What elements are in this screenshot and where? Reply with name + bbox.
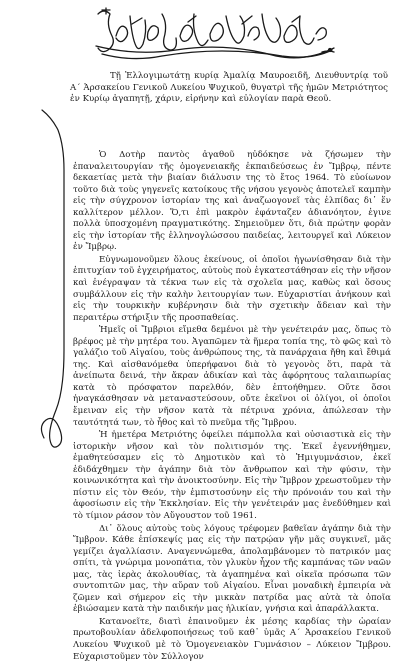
body-paragraph: Εὐγνωμονοῦμεν ὅλους ἐκείνους, οἱ ὁποῖοι ἠγωνίσθησαν διὰ τὴν ἐπιτυχίαν τοῦ ἐγχειρήματος, αὐτοὺς ποὺ ἐγκατεστάθησαν εἰς τὴν νῆσον καὶ ἐνέγραψαν τὰ τέκνα των εἰς τὰ σχολεῖα μας, καθὼς καὶ ὅσους συμβάλλουν εἰς τὴν καλὴν λειτουργίαν των. Εὐχαριστίαι ἀνήκουν καὶ εἰς τὴν τουρκικὴν κυβέρνησιν διὰ τὴν σχετικὴν ἄδειαν καὶ τὴν περαιτέρω στήριξιν τῆς προσπαθείας.	[73, 254, 391, 323]
body-paragraph: Δι᾽ ὅλους αὐτοὺς τοὺς λόγους τρέφομεν βαθεῖαν ἀγάπην διὰ τὴν Ἴμβρον. Κάθε ἐπίσκεψίς μας εἰς τὴν πατρῴαν γῆν μᾶς συγκινεῖ, μᾶς γεμίζει ἀγαλλίασιν. Αναγεννώμεθα, ἀπολαμβάνομεν τὸ πατρικόν μας σπίτι, τὰ γνώριμα μονοπάτια, τὸν γλυκὺν ἦχον τῆς καμπάνας τῶν ναῶν μας, τὰς ἱερὰς ἀκολουθίας, τὰ ἀγαπημένα καὶ οἰκεῖα πρόσωπα τῶν συντοπιτῶν μας, τὴν αὔραν τοῦ Αἰγαίου. Εἶναι μοναδικὴ ἐμπειρία νὰ ζῶμεν καὶ σήμερον εἰς τὴν μικκὰν πατρίδα μας αὐτὰ τὰ ὁποῖα ἐβιώσαμεν κατὰ τὴν παιδικήν μας ἡλικίαν, γνήσια καὶ ἀπαράλλακτα.	[73, 523, 391, 615]
body-paragraph: Ὁ Δοτὴρ παντὸς ἀγαθοῦ ηὐδόκησε νὰ ζήσωμεν τὴν ἐπαναλειτουργίαν τῆς ὁμογενειακῆς ἐκπαιδεύσεως ἐν Ἴμβρῳ, πέντε δεκαετίας μετὰ τὴν βιαίαν διάλυσιν της τὸ ἔτος 1964. Τὸ εὐοίωνον τοῦτο διὰ τοὺς γηγενεῖς κατοίκους τῆς νήσου γεγονὸς ἀποτελεῖ καμπὴν εἰς τὴν σύγχρονον ἱστορίαν της καὶ ἀναζωογονεῖ τὰς ἐλπίδας δι᾽ ἕν καλλίτερον μέλλον. Ὅ,τι ἐπὶ μακρὸν ἐφάνταζεν ἀδιανόητον, ἐγινε πολλὰ ὑποσχομένη πραγματικότης. Σημειοῦμεν ὅτι, διὰ πρώτην φορὰν εἰς τὴν ἱστορίαν τῆς ἑλληνογλώσσου παιδείας, λειτουργεῖ καὶ Λύκειον ἐν Ἴμβρῳ.	[73, 150, 391, 253]
body-paragraph: Ἡμεῖς οἱ Ἴμβριοι εἴμεθα δεμένοι μὲ τὴν γενέτειράν μας, ὅπως τὸ βρέφος μὲ τὴν μητέρα του. Ἀγαπῶμεν τὰ ἥμερα τοπία της, τὸ φῶς καὶ τὸ γαλάζιο τοῦ Αἰγαίου, τοὺς ἀνθρώπους της, τὰ πανάρχαια ἤθη καὶ ἔθιμά της. Καὶ αἰσθανόμεθα ὑπερήφανοι διὰ τὸ γεγονὸς ὅτι, παρὰ τὰ ἀνείπωτα δεινά, τὴν ἄκραν ἀδικίαν καὶ τὰς ἀφόρητους ταλαιπωρίας κατὰ τὸ πρόσφατον παρελθόν, δὲν ἐπτοήθημεν. Οὔτε ὅσοι ἠναγκάσθησαν νὰ μεταναστεύσουν, οὔτε ἐκεῖνοι οἱ ὀλίγοι, οἱ ὁποῖοι ἔμειναν εἰς τὴν νῆσον κατὰ τὰ πέτρινα χρόνια, ἀπώλεσαν τὴν ταυτότητά των, τὸ ἦθος καὶ τὸ πνεῦμα τῆς Ἴμβρου.	[73, 325, 391, 428]
letter-body	[73, 150, 391, 664]
body-paragraph: Ἡ ἡμετέρα Μετριότης ὀφείλει πάμπολλα καὶ οὐσιαστικὰ εἰς τὴν ἱστορικὴν νῆσον καὶ τὸν πολιτισμόν της. Ἐκεῖ ἐγεννήθημεν, ἐμαθητεύσαμεν εἰς τὸ Δημοτικὸν καὶ τὸ Ἡμιγυμνάσιον, ἐκεῖ ἐδιδάχθημεν τὴν ἀγάπην διὰ τὸν ἄνθρωπον καὶ τὴν φύσιν, τὴν κοινωνικότητα καὶ τὴν ἀνοικτοσύνην. Εἰς τὴν Ἴμβρον χρεωστοῦμεν τὴν πίστιν εἰς τὸν Θεόν, τὴν ἐμπιστοσύνην εἰς τὴν πρόνοιάν του καὶ τὴν ἀφοσίωσιν εἰς τὴν Ἐκκλησίαν. Εἰς τὴν γενέτειράν μας ἐνεδύθημεν καὶ τὸ τίμιον ράσον τὸν Αὔγουστον τοῦ 1961.	[73, 430, 391, 521]
addressee-greeting: Τῇ Ἐλλογιμωτάτῃ κυρίᾳ Ἀμαλίᾳ Μαυροειδῆ, Διευθυντρίᾳ τοῦ Α΄ Ἀρσακείου Γενικοῦ Λυκείου Ψυχικοῦ, θυγατρὶ τῆς ἡμῶν Μετριότητος ἐν Κυρίῳ ἀγαπητῇ, χάριν, εἰρήνην καὶ εὐλογίαν παρὰ Θεοῦ.	[70, 71, 388, 105]
body-paragraph: Κατανοεῖτε, διατὶ ἐπαινοῦμεν ἐκ μέσης καρδίας τὴν ὡραίαν πρωτοβουλίαν ἀδελφοποιήσεως τοῦ καθ᾽ ὑμᾶς Α΄ Ἀρσακείου Γενικοῦ Λυκείου Ψυχικοῦ μὲ τὸ Ὁμογενειακὸν Γυμνάσιον – Λύκειον Ἴμβρου. Εὐχαριστοῦμεν τὸν Σύλλογον	[73, 616, 391, 662]
